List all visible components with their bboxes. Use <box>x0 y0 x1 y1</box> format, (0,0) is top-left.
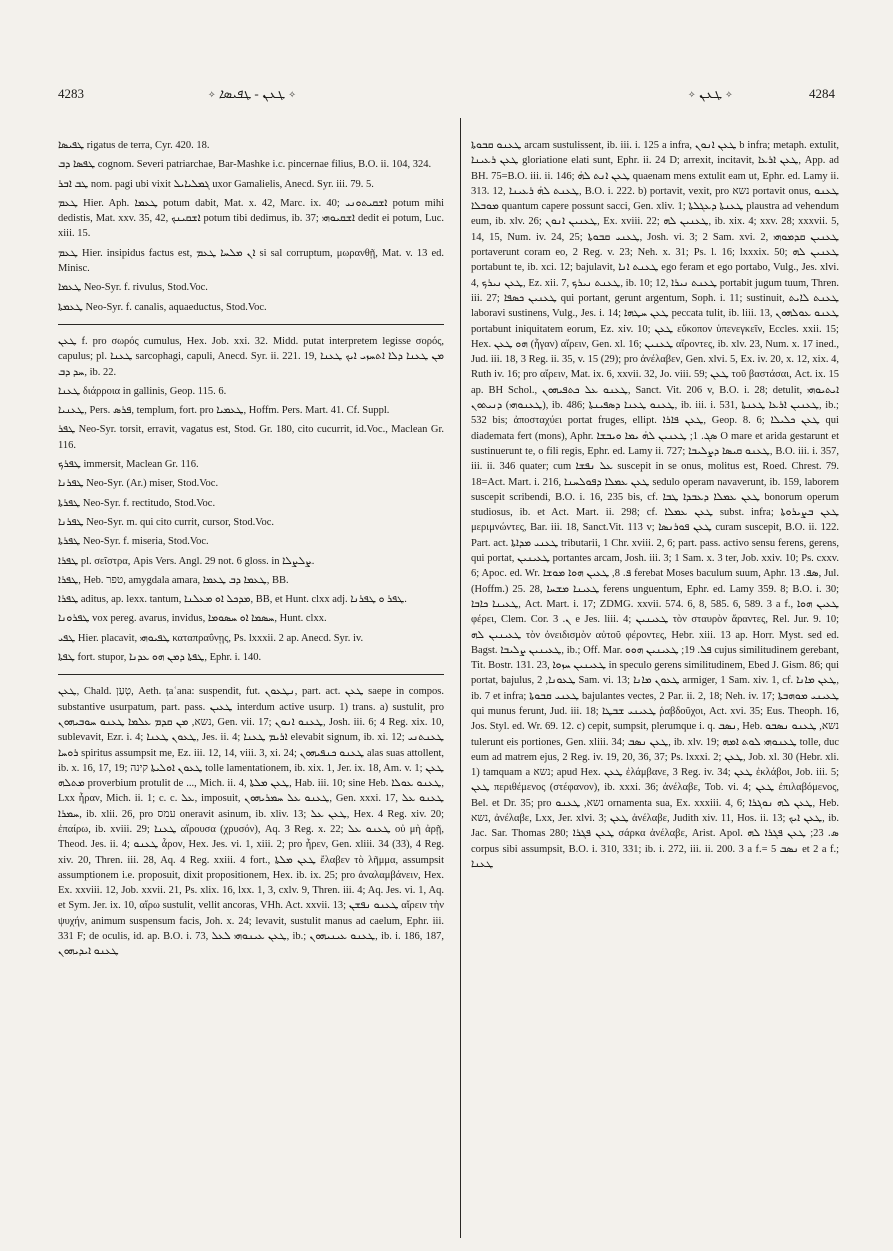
dictionary-entry: ܛܥܡ Hier. Aph. ܛܥܡܐ potum dabit, Mat. x. 42, Marc. ix. 40; ܐܫܩܝܬܘܢܝ potum mihi dedistis, Mat. xxv. 35, 42, ܐܫܩܝܢܟ potum tibi dedimus, ib. 37; ܐܫܩܝܘܗܝ dedit ei potum, Luc. xiii. 15. <box>58 197 444 240</box>
dictionary-entry: ܛܦܪܘܢܐ vox pereg. avarus, invidus, ܚܣܡܐ ܐܘ ܚܣܘܡܐ, Hunt. clxx. <box>58 613 327 625</box>
dictionary-entry: ܛܥܢܐ διάρροια in gallinis, Geop. 115. 6. <box>58 385 227 397</box>
entry-group-b <box>58 334 444 665</box>
dictionary-entry: ܛܥܡ Hier. insipidus factus est, ܐܢ ܡܠܚܐ ܛܥܡ si sal corruptum, μωρανθῇ, Mat. v. 13 ed. Minisc. <box>58 247 444 275</box>
continued-entry-text: ܛܥܢܘ ܩܒܘܬܐ arcam sustulissent, ib. iii. i. 125 a infra, ܛܥܢ ܐܢܘܢ b infra; metaph. extulit, ܛܥܢ ܪܥܝܢܐ gloriatione elati sunt, Ephr. ii. 24 D; arrexit, incitavit, ܛܥܢ ܐܪܥܐ, App. ad BH. 75=B.O. iii. ii. 146; ܛܥܢ ܐܢܬ ܠܗ̇ quaenam mens extulit eam ut, Ephr. ed. Lamy ii. 313. 12, ܛܥܢܬ ܠܗ̇ ܪܥܝܢܐ, B.O. i. 222. b) portavit, vexit, pro נשא portavit onus, ܛܥܢܘ ܡܘܒܠܐ quantum capere possunt sacci, Gen. xliv. 1; ܛܥܢܬܐ ܕܥܓܠܬܐ plaustra ad vehendum eum, ib. xlv. 26; ܛܥܢܝܢ ܐܢܘܢ, Ex. xviii. 22; ܛܥܢܝܢ ܠܗ, ib. xix. 4; xxv. 28; xxxvii. 5, 14, 15, Num. iv. 24, 25; ܛܥܢܝ ܩܒܘܬܐ, Josh. vi. 3; 2 Sam. xvi. 2, ܛܥܢܝܢ ܩܕܡܘܗܝ portaverunt coram eo, 2 Reg. v. 23; Neh. x. 31; Ps. l. 16; lxxxix. 50; ܛܥܢܝܢ ܠܗ portabunt te, ib. xci. 12; bajulavit, ܛܥܢܬ ܐܢܐ ego feram et ego portabo, Vulg., Jes. xlvi. 4, ܛܥܢ ܢܝܪܟ, Ez. xii. 7, ܛܥܢܬ ܢܝܪܟ, ib. 10; 12, ܛܥܢܬ ܢܝܪܐ portabit jugum tuum, Thren. iii. 27; ܛܥܢܝܢ ܟܣܦܐ qui portant, gerunt argentum, Soph. i. 11; sustinuit, ܛܥܢܬ ܠܐܝܬ laboravi sustinens, Vulg., Jes. i. 14; ܛܥܢ ܚܛܗܐ peccata tulit, ib. liii. 13, ܛܥܢܘ ܥܘܠܗܘܢ portabunt iniquitatem eorum, Ez. xiv. 10; ܛܥܢ εὔκοπον ὑπενεγκεῖν, Eccles. xxii. 15; Hex. ܗܘ ܛܥܢ (ἦγαν) αἴρειν, Gen. xl. 16; ܛܥܢܝܢ αἴροντες, ib. xlv. 23, Num. x. 17 ined., Jud. iii. 18, 3 Reg. ii. 35, v. 15 (29); pro ἀνέλαβεν, Gen. xlvi. 5, Ex. iv. 20, x. 12, xix. 4, Ruth iv. 16; pro αἴρειν, Mat. ix. 6, xxvii. 32, Jo. viii. 59; ܛܥܢ τοῦ βαστάσαι, Act. ix. 15 ap. BH Schol., ܛܥܢܘ ܥܠ ܟܬܦܝܗܘܢ, Sanct. Vit. 206 v, B.O. i. 28; detulit, ܐܝܬܝܘܗܝ (ܛܥܢܘܗܝ) ܕܢܝܬܘܢ, ib. 486; ܛܥܢܘ ܛܥܢܐ ܕܣܦܝܢܬܐ, ib. iii. i. 531, ܛܥܢܝܢ ܐܪܥܐ ܛܥܢܬܐ, ib.; 532 bis; ἀποσταχύει portat fruges, ellipt. ܛܥܢ ܦܐܪܐ, Geop. 8. 6; ܛܥܢ ܟܠܝܠܐ qui diademata fert (mons), Aphr. ܣܓ. 1; ܛܥܢܝܢ ܠܗ̇ ܝܡܐ ܘܝܒܫܐ O mare et arida gestarunt et sustinuerunt te, o fili regis, Ephr. ed. Lamy ii. 727; ܛܥܢܘ ܩܝܣܐ ܕܨܠܝܒܐ, B.O. iii. i. 357, iii. ii. 346 quater; cum ܥܠ ܢܦܫܐ suscepit in se onus, molitus est, Roed. Chrest. 79. 18=Act. Mart. i. 216, ܛܥܢ ܥܡܠܐ ܕܦܘܠܚܢܐ sedulo operam navaverunt, ib. 159, laborem suscepit scribendi, B.O. i. 16, 235 bis, cf. ܛܥܢ ܥܡܠܐ ܕܥܒܕܐ ܛܒܐ bonorum operum studiosus, ib. et Act. Mart. ii. 298; cf. ܛܥܢ ܥܡܠܐ subst. infra; ܛܥܢ ܒܨܝܪܘܬܐ μεριμνώντες, Bar. iii. 18, Sanct.Vit. 113 v; ܛܥܢ ܦܘܪܢܣܐ curam suscepit, B.O. ii. 122. Part. act. ܛܥܢܝ ܡܕܐܬܐ tributarii, 1 Chr. xviii. 2, 6; part. pass. activo sensu ferens, gerens, qui portat, ܛܥܝܢܝܢ portantes arcam, Josh. iii. 3; 1 Sam. x. 3 ter, Job. xxiv. 10; Ps. cxxv. 6; Apoc. ed. Wr. ܦ. 8, ܛܥܝܢ ܗܘܐ ܡܘܫܐ ferebat Moses baculum suum, Aphr. ܣܦ. 13, Jul. (Hoffm.) 25. 28, ܛܥܝܢܐ ܡܫܚܐ ferens unguentum, Ephr. ed. Lamy 359. 8; B.O. i. 30; ܛܥܝܢܐ ܟܐܒܐ, Act. Mart. i. 17; ZDMG. xxvii. 574. 6, 8, 585. 6, 589. 3 a f., ܛܥܝܢ ܗܘܐ φέρει, Clem. Cor. ܢ. 3 e Jes. liii. 4; ܛܥܝܢܝܢ τὸν σταυρὸν ἄραντες, Rel. Jur. 9. 10; ܛܥܝܢܝܢ ܠܗ τὸν ὀνειδισμὸν αὐτοῦ φέροντες, Hebr. xiii. 13 ap. Horr. Myst. sed ed. Bagst. ܛܥܝܢܝܢ ܨܠܝܒܐ, ib.; Off. Mar. ܦܠ. 19; ܛܥܝܢܝܢ ܗܘܘ cujus similitudinem gerebant, Tit. Bostr. 131. 23, ܛܥܝܢܝܢ ܚܙܘܐ in speculo gerens similitudinem, Ebed J. Gism. 86; qui portat, bajulus, ܛܥܘܢܐ, 2 Sam. vi. 13; ܛܥܘܢ ܡܐܢܐ armiger, 1 Sam. xiv. 1, cf. ܛܥܢ ܡܐܢܐ, ib. 7 et infra; ܛܥܢܝ ܩܒܘܬܐ bajulantes vectes, 2 Par. ii. 2, 18; Neh. iv. 17; ܛܥܝܢܝ ܡܘܗܒܬܐ qui munus ferunt, Jud. iii. 18; ܛܥܝܢܝ ܫܒܛܐ ῥαβδοῦχοι, Act. xvi. 35; Eus. Theoph. 16, Jos. Styl. ed. Wr. 69. 12. c) cepit, sumpsit, plerumque i. q. ܢܣܒ, Heb. נשא, ܛܥܢܘ ܢܣܒܘ tulerunt eis portiones, Gen. xliii. 34; ܛܥܢ ܢܣܒ, ib. xlv. 19; ܛܥܢܘܗܝ ܠܘܬ ܐܡܗ tolle, duc eum ad matrem ejus, 2 Reg. iv. 19, 20, 36, 37; Ps. lxxxi. 2; ܛܥܢ, Job. xl. 30 (Hebr. xli. 1) tamquam a נשא; apud Hex. ܛܥܢ ἐλάμβανε, 3 Reg. iv. 34; ܛܥܢ ἐκλάβοι, Job. iii. 5; ܛܥܢ περιθέμενος (στέφανον), ib. xxxi. 36; ἀνέλαβε, Tob. vi. 4; ܛܥܢ ἐπιλαβόμενος, Bel. et Dr. 35; pro נשא, ܛܥܢܘ ornamenta sua, Ex. xxxiii. 4, 6; ܛܥܢ ܠܗ ܢܘܓܪܐ, Heb. נשא, ἀνέλαβε, Lxx, Jer. xlvi. 3; ܛܥܢ ἀνέλαβε, Judith xiv. 11, Hos. ii. 13; ܛܥܢ ܐܝܟ, ib. Jac. Sar. Thomas 280; ܛܥܢ ܦܓܪܐ σάρκα ἀνέλαβε, Arist. Apol. ܣ. 23; ܛܥܢ ܦܓܪܐ ܠܗ corpus sibi assumpsit, B.O. i. 310, 331; ib. i. 272, iii. ii. 200. 3 a f.= ܢܣܒ 5 et 2 a f.; ܛܥܢܐ <box>471 140 840 870</box>
right-running-head-text: ܛܥܢ <box>698 86 722 101</box>
entry-separator <box>58 324 444 325</box>
ornament-icon: ✧ <box>288 89 296 100</box>
left-running-head <box>208 86 296 102</box>
dictionary-entry: ܛܦܪܢܐ Neo-Syr. m. qui cito currit, cursor, Stod.Voc. <box>58 516 275 528</box>
dictionary-entry: ܛܥܢ f. pro σωρός cumulus, Hex. Job. xxi. 32. Midd. putat interpretem legisse σορός, capulus; pl. ܛܥܢܐ sarcophagi, capuli, Anecd. Syr. ii. 221. 19, ܡܢ ܛܥܢܐ ܕܠܐ ܐܬܚܙܝ ܐܝܟ ܛܥܢܐ ܚܕ ܕܒ, ib. 22. <box>58 335 444 378</box>
ornament-icon: ✧ <box>208 89 216 100</box>
dictionary-entry: ܛܦܪ Neo-Syr. torsit, erravit, vagatus est, Stod. Gr. 180, cito cucurrit, id.Voc., Maclean Gr. 116. <box>58 424 444 451</box>
dictionary-entry: ܛܦܝ Hier. placavit, ܛܦܝܘܗܝ καταπραΰνῃς, Ps. lxxxii. 2 ap. Anecd. Syr. iv. <box>58 632 364 644</box>
dictionary-entry: ܛܥܢܝܐ, Pers. ܦܪܣ, templum, fort. pro ܛܥܡܝܐ, Hoffm. Pers. Mart. 41. Cf. Suppl. <box>58 405 390 417</box>
ornament-icon: ✧ <box>688 89 696 100</box>
entry-separator <box>58 674 444 675</box>
main-entry-text: ܛܥܢ, Chald. טְעַן, Aeth. ṭaʿana: suspendit, fut. ܢܛܥܘܢ, part. act. ܛܥܢ saepe in compos. substantive usurpatum, part. pass. ܛܥܝܢ interdum active usurp. 1) trans. a) sustulit, pro נשא, ܡܢ ܩܕܡ ܥܠܡܐ ܛܥܢܘ ܚܘܒܝܗܘܢ, Gen. vii. 17; ܛܥܢܘ ܐܢܘܢ, Josh. iii. 6; 4 Reg. xix. 10, sublevavit, Ezr. i. 4; ܛܥܘܢ ܛܥܢܐ, Jes. ii. 4; ܐܪܝܡ ܛܥܢܐ elevabit signum, ib. xi. 12; ܛܥܢܬܢܝ ܪܘܚܐ spiritus assumpsit me, Ez. iii. 12, 14, viii. 3, xi. 24; ܛܥܢܘ ܟܢܦܝܗܘܢ alas suas attollent, ib. x. 16, 17, 19; ܛܥܘܢ ܐܘܠܝܬܐ קינה tolle lamentationem, ib. xix. 1, Jer. ix. 18, Am. v. 1; ܛܥܢ ܡܬܠܗ proverbium protulit de ..., Mich. ii. 4, ܛܥܢ ܡܠܬܐ, Hab. iii. 10; sine Heb. ܛܥܢܘ ܥܘܠܐ, Lxx ἦραν, Mich. ii. 1; c. c. ܥܠ, imposuit, ܛܥܢܘ ܥܠ ܚܡܪܝܗܘܢ, Gen. xxxi. 17, ܛܥܢܘ ܥܠ ܚܡܪܐ, ib. xlii. 26, pro עמס oneravit asinum, ib. xliv. 13; ܛܥܢ ܥܠ, Hex. 4 Reg. xiv. 20; ἐπαίρω, ib. xviii. 29; ܛܥܢܐ αἴρουσα (χρυσόν), Aq. 3 Reg. x. 22; ܛܥܢܘ ܥܠ οὐ μὴ ἀρῇ, Theod. Jes. ii. 4; ܛܥܢܘ ἆρον, Hex. Jes. vi. 1, xiii. 2; pro ἦρεν, Gen. xliii. 34 (33), 4 Reg. xiv. 20, Thren. iii. 28, Aq. 4 Reg. xxiii. 4 fort., ܛܥܢ ܡܠܬܐ ἔλαβεν τὸ λῆμμα, assumpsit assumptionem i.e. proposuit, dixit propositionem, Hex. ib. ix. 25; pro ἀναλαμβάνειν, Hex. Ex. xxviii. 12, Job. xxvii. 21, Ps. xlix. 16, lxx. 1, 3, cxlv. 9, Thren. iii. 4; Aq. Jes. vi. 1, Aq. et Sym. Jer. ix. 10, αἴρω sustulit, vellit ancoras, VHh. Act. xxvii. 13; ܛܥܢܘ ܢܦܫܢ αἴρειν τὴν ψυχήν, animum suspensum facis, Joh. x. 24; levavit, sustulit manus ad caelum, Ephr. iii. 331 F; de oculis, id. ap. B.O. i. 73, ܛܥܢ ܥܝܢܘܗܝ ܠܥܠ, ib.; ܛܥܢܘ ܥܝܢܝܗܘܢ, ib. i. 186, 187, ܛܥܢܘ ܐܝܕܝܗܘܢ <box>58 686 445 958</box>
dictionary-entry: ܛܦܬܐ fort. stupor, ܛܦܬܐ ܕܡܢ ܗܘ ܥܕܢܐ, Ephr. i. 140. <box>58 652 262 664</box>
left-page-number: 4283 <box>58 86 84 101</box>
dictionary-entry: ܛܦܝܣܐ rigatus de terra, Cyr. 420. 18. <box>58 140 210 151</box>
left-column <box>58 138 444 960</box>
right-running-head <box>688 86 733 102</box>
column-divider <box>460 118 461 1238</box>
entry-group-a <box>58 138 444 315</box>
dictionary-entry: ܛܦܪܬܐ Neo-Syr. f. rectitudo, Stod.Voc. <box>58 497 216 509</box>
page-header <box>58 86 835 110</box>
dictionary-entry: ܛܥܡܬܐ Neo-Syr. f. canalis, aquaeductus, Stod.Voc. <box>58 301 267 313</box>
ornament-icon: ✧ <box>725 89 733 100</box>
dictionary-entry: ܛܦܣܐ ܕܒ cognom. Severi patriarchae, Bar-Mashke i.c. pincernae filius, B.O. ii. 104, 324. <box>58 159 432 171</box>
dictionary-entry: ܛܦܪܐ aditus, ap. lexx. tantum, ܡܕܟܠ ܐܘ ܡܥܠܢܐ, BB, et Hunt. clxx adj. ܛܦܪ ܘ ܛܦܪܢܐ. <box>58 594 407 606</box>
dictionary-entry: ܛܦܪܢܐ Neo-Syr. (Ar.) miser, Stod.Voc. <box>58 478 219 490</box>
left-running-head-text: ܛܥܢ - ܛܦܝܣܐ <box>218 86 286 101</box>
right-page-number: 4284 <box>809 86 835 101</box>
dictionary-entry: ܛܦܪܟ immersit, Maclean Gr. 116. <box>58 459 199 471</box>
dictionary-entry: ܛܦܪܐ, Heb. טפר, amygdala amara, ܛܥܡܐ ܕܒ ܛܥܡܐ, BB. <box>58 574 289 586</box>
dictionary-entry: ܛܦܪܬܐ Neo-Syr. f. miseria, Stod.Voc. <box>58 536 209 548</box>
right-column <box>471 138 839 872</box>
dictionary-entry: ܛܒ ܐܒܪ nom. pagi ubi vixit ܓܡܠܝܐܝܠ uxor Gamalielis, Anecd. Syr. iii. 79. 5. <box>58 178 374 190</box>
dictionary-entry: ܛܦܪܐ pl. σεῖστρα, Apis Vers. Angl. 29 not. 6 gloss. in ܨܠܨܠܐ. <box>58 555 315 567</box>
dictionary-entry: ܛܥܡܐ Neo-Syr. f. rivulus, Stod.Voc. <box>58 282 208 294</box>
